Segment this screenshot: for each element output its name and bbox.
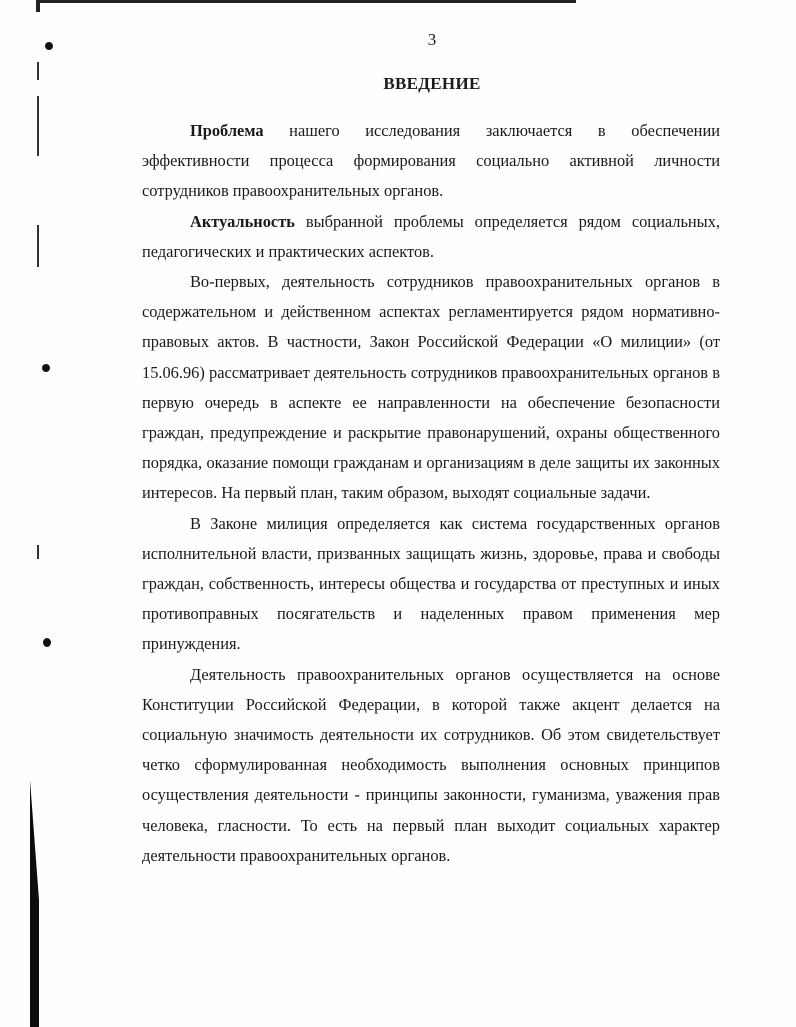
paragraph-text: Во-первых, деятельность сотрудников правоохранительных органов в содержательном и действенном аспектах регламентируется рядом нормативно-правовых актов. В частности, Закон Российской Федерации «О милиции» (от 15.06.96) рассматривает деятельность сотрудников правоохранительных органов в первую очередь в аспекте ее направленности на обеспечение безопасности граждан, предупреждение и раскрытие правонарушений, охраны общественного порядка, оказание помощи гражданам и организациям в деле защиты их законных интересов. На первый план, таким образом, выходят социальные задачи. [142,272,720,503]
scan-shadow-bar [30,900,39,1027]
scan-edge-mark [37,225,39,267]
binder-hole-mark [42,364,50,372]
binder-hole-mark [43,638,51,647]
scan-edge-corner [36,0,40,12]
body-text [142,116,720,871]
scan-edge-top [36,0,576,3]
scan-edge-mark [37,545,39,559]
paragraph-problem [142,116,720,207]
page-heading: ВВЕДЕНИЕ [383,74,481,93]
paragraph-text: В Законе милиция определяется как система государственных органов исполнительной власти, призванных защищать жизнь, здоровье, права и свободы граждан, собственность, интересы общества и государства от преступных и иных противоправных посягательств и наделенных правом применения мер принуждения. [142,513,720,654]
page-number: 3 [427,30,437,49]
paragraph-relevance [142,207,720,267]
paragraph-law [142,509,720,660]
paragraph-text: выбранной проблемы определяется рядом социальных, педагогических и практических аспектов. [142,211,720,261]
paragraph-firstly [142,267,720,509]
paragraph-constitution [142,660,720,871]
paragraph-text: Деятельность правоохранительных органов осуществляется на основе Конституции Российской Федерации, в которой также акцент делается на социальную значимость деятельности их сотрудников. Об этом свидетельствует четко сформулированная необходимость выполнения основных принципов осуществления деятельности - принципы законности, гуманизма, уважения прав человека, гласности. То есть на первый план выходит социальных характер деятельности правоохранительных органов. [142,664,720,865]
keyword-relevance: Актуальность [190,211,295,231]
scan-edge-mark [37,96,39,156]
keyword-problem: Проблема [190,121,264,140]
paragraph-text: нашего исследования заключается в обеспечении эффективности процесса формирования социально активной личности сотрудников правоохранительных органов. [142,121,720,201]
